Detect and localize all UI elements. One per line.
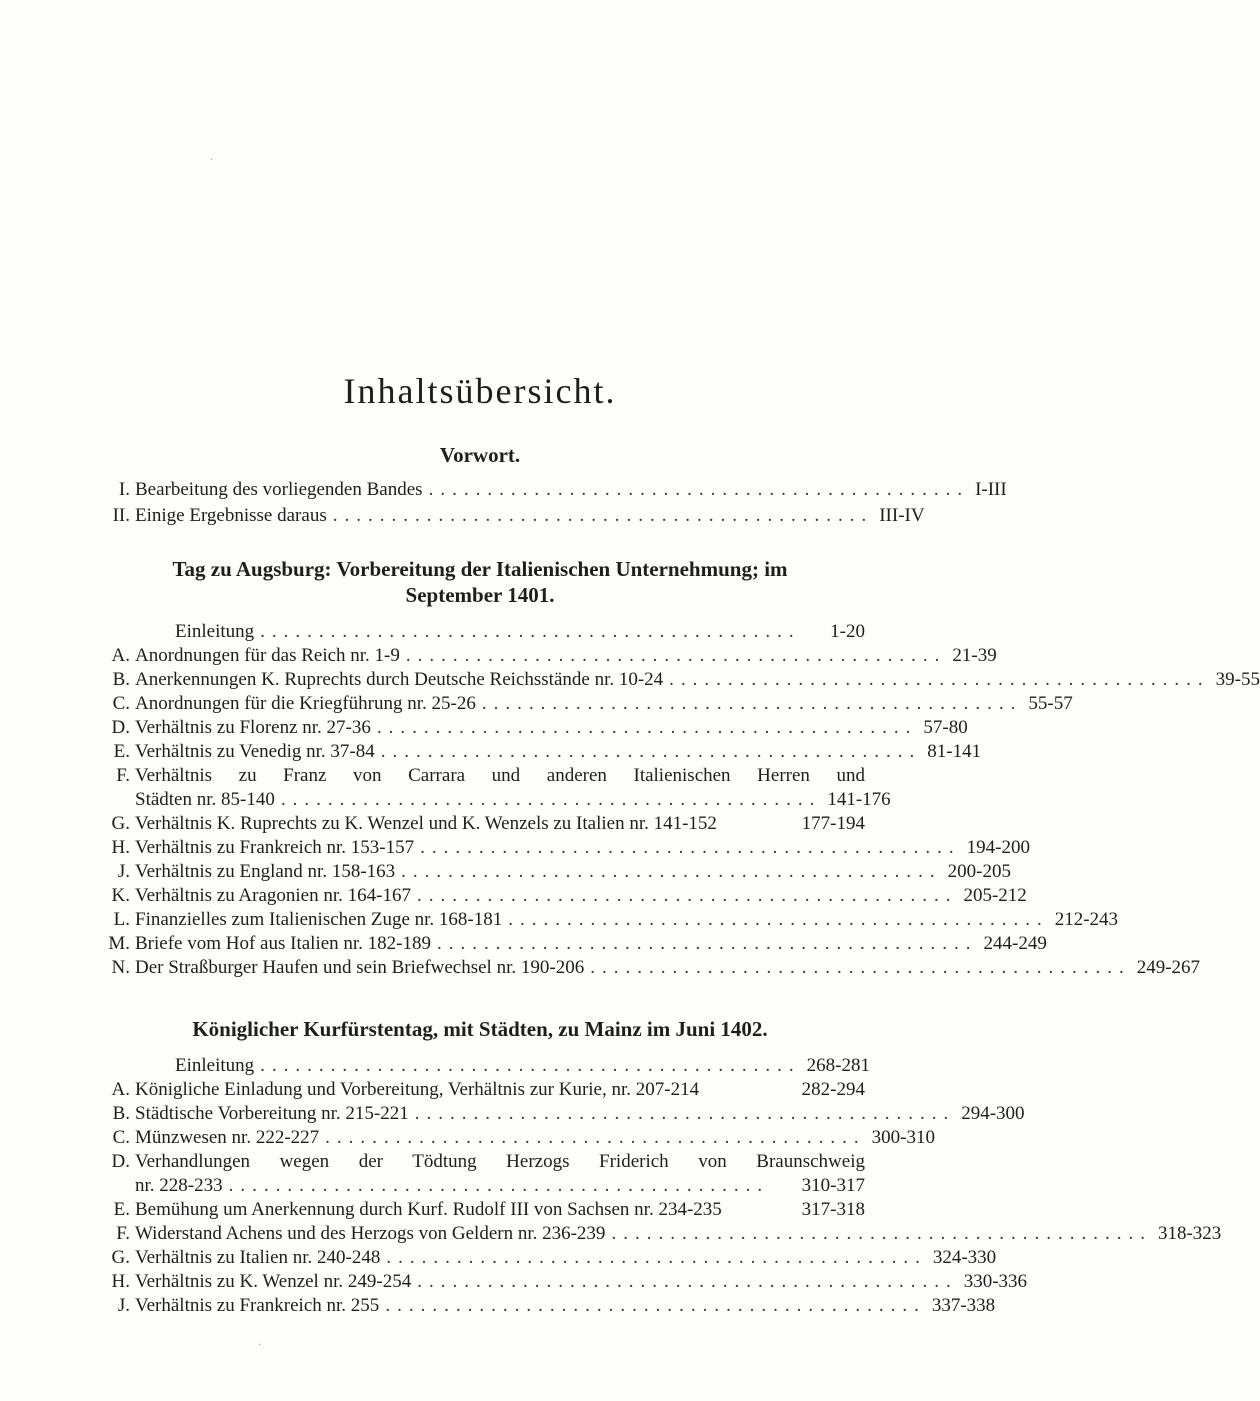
entry-text: Anerkennungen K. Ruprechts durch Deutsche Reichsstände nr. 10-24	[135, 669, 664, 690]
entry-pages: 21-39	[952, 645, 997, 666]
toc-entry	[100, 1126, 935, 1150]
entry-letter: B.	[112, 669, 130, 690]
toc-entry	[100, 1054, 870, 1078]
toc-entry	[100, 644, 997, 668]
dot-leader: ..............................................	[228, 1175, 770, 1196]
entry-letter: F.	[116, 765, 130, 786]
entry-letter: A.	[111, 1079, 130, 1100]
entry-letter: D.	[111, 717, 130, 738]
entry-pages: 294-300	[961, 1103, 1025, 1124]
page-title: Inhaltsübersicht.	[343, 371, 617, 411]
entry-text: Verhältnis zu K. Wenzel nr. 249-254	[135, 1271, 412, 1292]
entry-text: Verhältnis zu Franz von Carrara und anderen Italienischen Herren und	[135, 765, 865, 786]
toc-entry	[100, 812, 865, 836]
toc-entry	[100, 692, 1073, 716]
entry-text: Anordnungen für das Reich nr. 1-9	[135, 645, 400, 666]
dot-leader: ..............................................	[669, 669, 1210, 690]
entry-letter: G.	[111, 1247, 130, 1268]
scan-speck: ·	[258, 1340, 262, 1351]
dot-leader: ..............................................	[280, 789, 822, 810]
entry-text: Münzwesen nr. 222-227	[135, 1127, 320, 1148]
entry-pages: 177-194	[801, 813, 865, 834]
toc-entry	[100, 1222, 1222, 1246]
entry-letter: F.	[116, 1223, 130, 1244]
entry-pages: 212-243	[1054, 909, 1119, 930]
entry-letter: J.	[117, 1295, 130, 1316]
entry-text: Verhältnis zu Frankreich nr. 153-157	[135, 837, 415, 858]
entry-pages: 300-310	[871, 1127, 935, 1148]
entry-letter: J.	[117, 861, 130, 882]
toc-entry	[100, 884, 1027, 908]
dot-leader: ..............................................	[417, 1271, 958, 1292]
entry-text: Bemühung um Anerkennung durch Kurf. Rudolf III von Sachsen nr. 234-235	[135, 1199, 722, 1220]
entry-letter: N.	[111, 957, 130, 978]
entry-text: Widerstand Achens und des Herzogs von Geldern nr. 236-239	[135, 1223, 606, 1244]
dot-leader: ..............................................	[260, 621, 801, 642]
entry-letter: L.	[113, 909, 130, 930]
toc-entry	[100, 1270, 1028, 1294]
entry-letter: H.	[111, 1271, 130, 1292]
toc-entry	[100, 860, 1011, 884]
entry-letter: M.	[108, 933, 130, 954]
toc-entry	[100, 1078, 865, 1102]
entry-letter: E.	[113, 1199, 130, 1220]
dot-leader: ..............................................	[386, 1247, 927, 1268]
toc-entry	[100, 956, 1201, 980]
section2-heading: Königlicher Kurfürstentag, mit Städten, zu Mainz im Juni 1402.	[192, 1017, 768, 1041]
entry-pages: 200-205	[947, 861, 1011, 882]
scan-speck: ·	[210, 155, 214, 166]
toc-entry	[100, 1246, 997, 1270]
entry-text: Verhältnis zu Italien nr. 240-248	[135, 1247, 381, 1268]
entry-text: Königliche Einladung und Vorbereitung, Verhältnis zur Kurie, nr. 207-214	[135, 1079, 700, 1100]
entry-text: Verhältnis zu Venedig nr. 37-84	[135, 741, 375, 762]
dot-leader: ..............................................	[428, 479, 970, 500]
dot-leader: ..............................................	[385, 1295, 926, 1316]
entry-pages: 205-212	[963, 885, 1027, 906]
dot-leader: ..............................................	[405, 645, 947, 666]
entry-letter: A.	[111, 645, 130, 666]
toc-entry	[100, 1294, 996, 1318]
dot-leader: ..............................................	[611, 1223, 1152, 1244]
toc-entry-continuation	[100, 1174, 865, 1198]
entry-pages: 57-80	[923, 717, 968, 738]
dot-leader: ..............................................	[481, 693, 1023, 714]
toc-entry	[100, 504, 925, 528]
entry-letter: B.	[112, 1103, 130, 1124]
entry-pages: 81-141	[927, 741, 982, 762]
entry-pages: 268-281	[806, 1055, 870, 1076]
entry-letter: II.	[112, 505, 130, 526]
entry-text: Finanzielles zum Italienischen Zuge nr. 168-181	[135, 909, 503, 930]
entry-text: Verhältnis K. Ruprechts zu K. Wenzel und K. Wenzels zu Italien nr. 141-152	[135, 813, 717, 834]
toc-entry-continuation	[100, 788, 891, 812]
entry-letter: K.	[111, 885, 130, 906]
entry-letter: D.	[111, 1151, 130, 1172]
toc-entry	[100, 764, 865, 788]
toc-entry	[100, 716, 968, 740]
entry-pages: 282-294	[801, 1079, 865, 1100]
dot-leader: ..............................................	[401, 861, 942, 882]
entry-pages: 317-318	[801, 1199, 865, 1220]
entry-pages: 1-20	[830, 621, 865, 642]
toc-entry	[100, 740, 982, 764]
toc-entry	[100, 1102, 1025, 1126]
toc-entry	[100, 478, 1007, 502]
entry-letter: C.	[112, 693, 130, 714]
toc-entry	[100, 836, 1030, 860]
dot-leader: ..............................................	[260, 1055, 801, 1076]
dot-leader: ..............................................	[437, 933, 978, 954]
entry-text: Einige Ergebnisse daraus	[135, 505, 327, 526]
toc-entry	[100, 908, 1119, 932]
entry-text: nr. 228-233	[135, 1175, 223, 1196]
entry-text: Der Straßburger Haufen und sein Briefwechsel nr. 190-206	[135, 957, 585, 978]
section1-heading-line1: Tag zu Augsburg: Vorbereitung der Italienischen Unternehmung; im	[172, 557, 788, 581]
toc-entry	[100, 668, 1260, 692]
toc-entry	[100, 1150, 865, 1174]
entry-pages: I-III	[975, 479, 1007, 500]
dot-leader: ..............................................	[420, 837, 961, 858]
entry-letter: C.	[112, 1127, 130, 1148]
entry-text: Anordnungen für die Kriegführung nr. 25-26	[135, 693, 476, 714]
entry-text: Städtische Vorbereitung nr. 215-221	[135, 1103, 409, 1124]
dot-leader: ..............................................	[380, 741, 922, 762]
entry-text: Einleitung	[175, 621, 255, 642]
entry-pages: 39-55	[1215, 669, 1260, 690]
toc-entry	[100, 932, 1047, 956]
entry-pages: 310-317	[801, 1175, 865, 1196]
section1-heading-line2: September 1401.	[405, 583, 555, 607]
dot-leader: ..............................................	[416, 885, 958, 906]
dot-leader: ..............................................	[508, 909, 1049, 930]
dot-leader: ..............................................	[414, 1103, 956, 1124]
entry-text: Verhältnis zu Frankreich nr. 255	[135, 1295, 380, 1316]
entry-text: Verhältnis zu England nr. 158-163	[135, 861, 396, 882]
entry-pages: 244-249	[983, 933, 1047, 954]
toc-entry	[100, 620, 865, 644]
entry-text: Städten nr. 85-140	[135, 789, 275, 810]
entry-text: Bearbeitung des vorliegenden Bandes	[135, 479, 423, 500]
entry-pages: 324-330	[932, 1247, 997, 1268]
dot-leader: ..............................................	[332, 505, 874, 526]
entry-text: Verhältnis zu Aragonien nr. 164-167	[135, 885, 411, 906]
vorwort-heading: Vorwort.	[439, 443, 521, 467]
entry-pages: 337-338	[931, 1295, 996, 1316]
dot-leader: ..............................................	[325, 1127, 866, 1148]
entry-text: Verhandlungen wegen der Tödtung Herzogs Friderich von Braunschweig	[135, 1151, 865, 1172]
entry-pages: 194-200	[966, 837, 1030, 858]
entry-pages: 141-176	[827, 789, 891, 810]
entry-text: Einleitung	[175, 1055, 255, 1076]
entry-pages: 249-267	[1136, 957, 1201, 978]
entry-pages: 330-336	[963, 1271, 1028, 1292]
entry-pages: 318-323	[1157, 1223, 1222, 1244]
entry-letter: H.	[111, 837, 130, 858]
dot-leader: ..............................................	[590, 957, 1131, 978]
entry-letter: I.	[118, 479, 130, 500]
entry-text: Verhältnis zu Florenz nr. 27-36	[135, 717, 371, 738]
entry-pages: 55-57	[1028, 693, 1073, 714]
dot-leader: ..............................................	[376, 717, 918, 738]
toc-entry	[100, 1198, 865, 1222]
entry-letter: E.	[113, 741, 130, 762]
entry-pages: III-IV	[879, 505, 925, 526]
entry-text: Briefe vom Hof aus Italien nr. 182-189	[135, 933, 432, 954]
entry-letter: G.	[111, 813, 130, 834]
